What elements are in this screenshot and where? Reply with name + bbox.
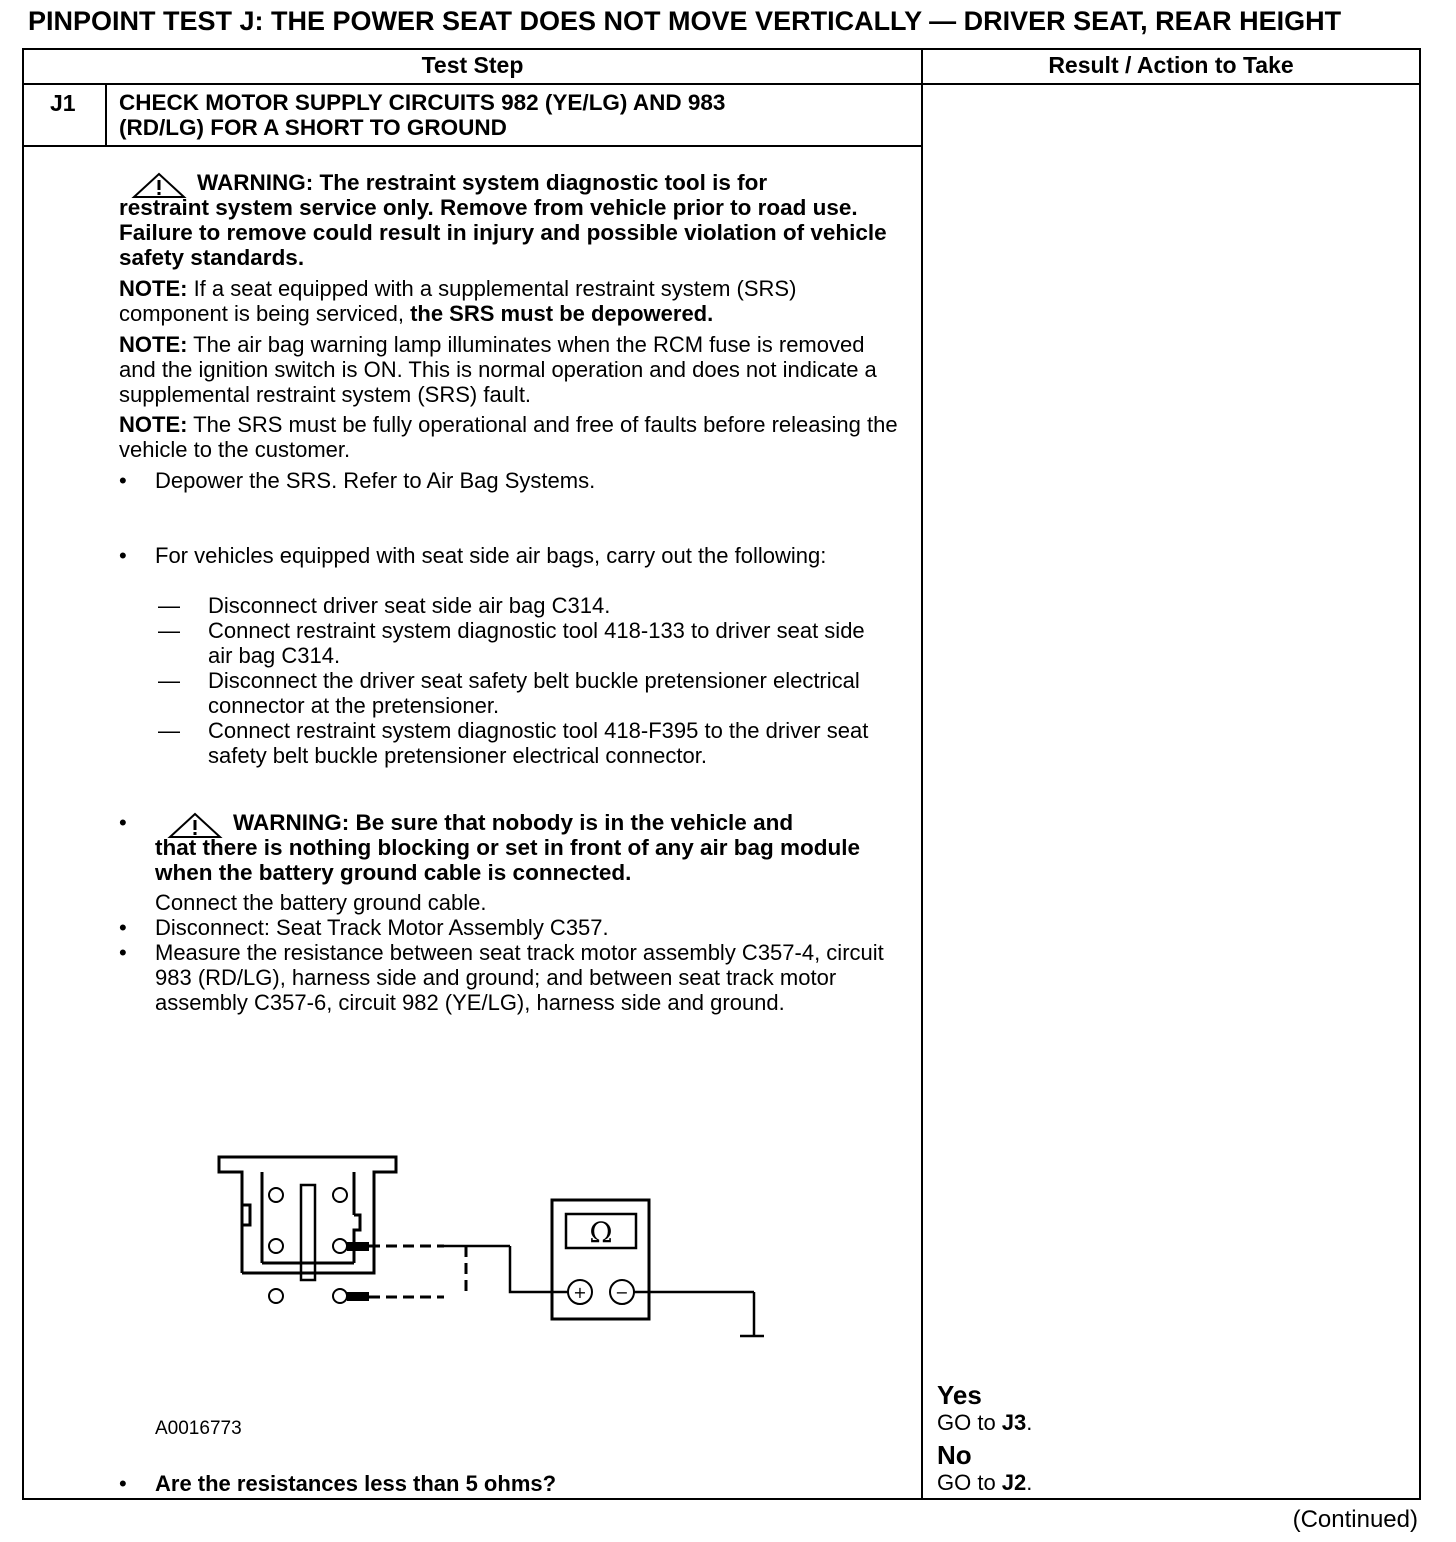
plus-symbol: + (573, 1283, 587, 1302)
ohm-symbol: Ω (589, 1216, 613, 1249)
step-title-line1: CHECK MOTOR SUPPLY CIRCUITS 982 (YE/LG) AND 983 (119, 90, 726, 115)
note-airbag-lamp: NOTE: The air bag warning lamp illuminates when the RCM fuse is removed and the ignition switch is ON. This is normal operation and does not indicate a supplemental restraint system (SRS) fault. (119, 332, 877, 407)
warning-triangle-icon (131, 171, 187, 199)
result-yes-action: GO to J3. (937, 1410, 1033, 1435)
note-srs-depower: NOTE: If a seat equipped with a supplemental restraint system (SRS) component is being serviced, the SRS must be depowered. (119, 276, 797, 326)
continued-label: (Continued) (1292, 1506, 1418, 1533)
header-test-step: Test Step (421, 52, 524, 78)
warning-restraint-tool: WARNING: The restraint system diagnostic tool is for restraint system service only. Remove from vehicle prior to road use. Failure to remove could result in injury and possible violation of vehicle safety standards. (119, 170, 887, 270)
pinpoint-test-table: Test Step Result / Action to Take J1 CHECK MOTOR SUPPLY CIRCUITS 982 (YE/LG) AND 983 (RD/LG) FOR A SHORT TO GROUND WARNING: The restraint system diagnostic tool is for restraint system service only. Remove from vehicle prior to road use. Failure to remove could result in injury and possible violation of vehicle safety standards. NOTE: If a seat equipped with a supplemental restraint system (SRS) component is being serviced, the SRS must be depowered. NOTE: The air bag warning lamp illuminates when the RCM fuse is removed and the ignition switch is ON. This is normal operation and does not indicate a supplemental restraint system (SRS) fault. NOTE: The SRS must be fully operational and free of faults before releasing the vehicle to the customer. • Depower the SRS. Refer to Air Bag Systems. • For vehicles equipped with seat side air bags, carry out the following: — Disconnect driver seat side air bag C314. — Connect restraint system diagnostic tool 418-133 to driver seat side air bag C314. — Disconnect the driver seat safety belt buckle pretensioner electrical connector at the pretensioner. — Connect restraint system diagnostic tool 418-F395 to the driver seat safety belt buckle pretensioner electrical connector. • WARNING: Be sure that nobody is in the vehicle and that there is nothing blocking or set in front of any air bag module when the battery ground cable is connected. Connect the battery ground cable. • Disconnect: Seat Track Motor Assembly C357. • Measure the resistance between seat track motor assembly C357-4, circuit 983 (RD/LG), harness side and ground; and between seat track motor assembly C357-6, circuit 982 (YE/LG), harness side and ground. Ω + − A0016773 • Are the resistances less than 5 ohms? Yes GO to J3. No GO to J2. (22, 48, 1421, 1500)
link-j2[interactable]: J2 (1001, 1470, 1027, 1495)
link-j3[interactable]: J3 (1001, 1410, 1027, 1435)
resistance-measurement-diagram (204, 1100, 764, 1340)
ohmmeter (552, 1200, 649, 1319)
warning-triangle-icon (167, 811, 223, 839)
note-srs-operational: NOTE: The SRS must be fully operational and free of faults before releasing the vehicle to the customer. (119, 412, 898, 462)
step-title (119, 90, 899, 140)
ground-symbol-icon (740, 1336, 764, 1340)
result-yes-label: Yes (937, 1380, 982, 1410)
step-id: J1 (50, 90, 76, 116)
minus-symbol: − (615, 1283, 629, 1302)
step-title-divider (24, 145, 921, 147)
column-divider (921, 50, 923, 1498)
step-id-divider (105, 83, 107, 145)
connector-c357 (219, 1157, 396, 1303)
figure-id: A0016773 (155, 1418, 242, 1439)
connect-battery-text: Connect the battery ground cable. (155, 890, 487, 915)
result-no-action: GO to J2. (937, 1470, 1033, 1495)
step-title-line2: (RD/LG) FOR A SHORT TO GROUND (119, 115, 507, 140)
header-divider (24, 83, 1419, 85)
warning-nobody-in-vehicle: WARNING: Be sure that nobody is in the vehicle and that there is nothing blocking or set in front of any air bag module when the battery ground cable is connected. (155, 810, 861, 885)
page-title: PINPOINT TEST J: THE POWER SEAT DOES NOT MOVE VERTICALLY — DRIVER SEAT, REAR HEIGHT (28, 6, 1342, 36)
result-no-label: No (937, 1440, 972, 1470)
header-result-action: Result / Action to Take (1048, 52, 1294, 78)
